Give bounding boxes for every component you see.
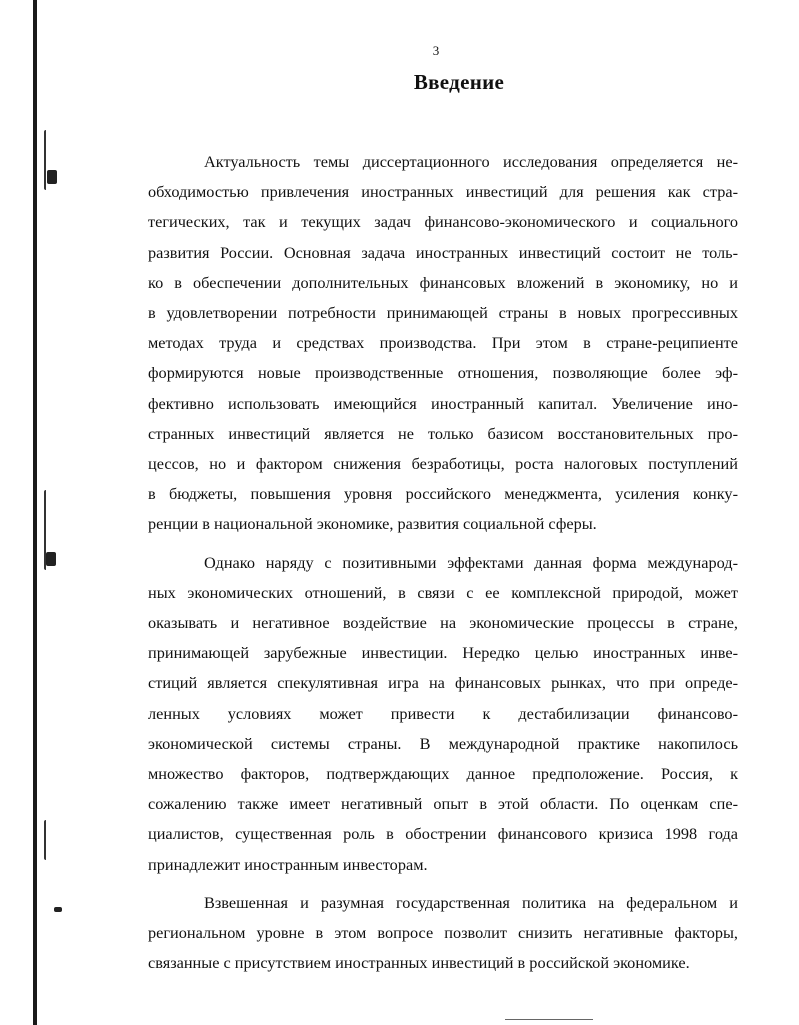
text-line: Актуальность темы диссертационного исследования определяется не-: [204, 152, 738, 171]
text-line: региональном уровне в этом вопросе позволит снизить негативные факторы,: [148, 923, 738, 943]
text-line: связанные с присутствием иностранных инвестиций в российской экономике.: [148, 953, 690, 973]
text-line: формируются новые производственные отношения, позволяющие более эф-: [148, 363, 738, 383]
text-line: в удовлетворении потребности принимающей страны в новых прогрессивных: [148, 303, 738, 323]
paragraph: [148, 548, 738, 880]
body-text: [148, 147, 738, 978]
text-line: ренции в национальной экономике, развития социальной сферы.: [148, 514, 597, 534]
text-line: фективно использовать имеющийся иностранный капитал. Увеличение ино-: [148, 393, 738, 413]
text-line: множество факторов, подтверждающих данное предположение. Россия, к: [148, 764, 738, 784]
text-line: странных инвестиций является не только базисом восстановительных про-: [148, 423, 738, 443]
binding-mark: [47, 170, 57, 184]
binding-mark: [44, 820, 56, 860]
text-line: тегических, так и текущих задач финансово-экономического и социального: [148, 212, 738, 232]
page-number: 3: [432, 43, 440, 58]
paragraph: [148, 147, 738, 540]
text-line: в бюджеты, повышения уровня российского менеджмента, усиления конку-: [148, 484, 738, 504]
text-line: обходимостью привлечения иностранных инвестиций для решения как стра-: [148, 182, 738, 202]
text-line: цессов, но и фактором снижения безработицы, роста налоговых поступлений: [148, 454, 738, 474]
text-line: принимающей зарубежные инвестиции. Нередко целью иностранных инве-: [148, 643, 738, 663]
text-line: развития России. Основная задача иностранных инвестиций состоит не толь-: [148, 242, 738, 262]
text-line: оказывать и негативное воздействие на экономические процессы в стране,: [148, 613, 738, 633]
text-line: Взвешенная и разумная государственная политика на федеральном и: [204, 892, 738, 912]
binding-mark: [46, 552, 56, 566]
text-line: ко в обеспечении дополнительных финансовых вложений в экономику, но и: [148, 272, 738, 292]
text-line: ных экономических отношений, в связи с ее комплексной природой, может: [148, 582, 738, 602]
binding-mark: [54, 907, 62, 912]
text-line: сожалению также имеет негативный опыт в этой области. По оценкам спе-: [148, 794, 738, 814]
paragraph: [148, 888, 738, 979]
text-line: Однако наряду с позитивными эффектами данная форма международ-: [204, 552, 738, 572]
binding-edge: [33, 0, 37, 1025]
text-line: принадлежит иностранным инвесторам.: [148, 854, 428, 874]
text-line: экономической системы страны. В международной практике накопилось: [148, 733, 738, 753]
page-title: Введение: [413, 70, 505, 94]
text-line: стиций является спекулятивная игра на финансовых рынках, что при опреде-: [148, 673, 738, 693]
text-line: ленных условиях может привести к дестабилизации финансово-: [148, 703, 738, 723]
text-line: методах труда и средствах производства. При этом в стране-реципиенте: [148, 333, 738, 353]
footer-rule: [505, 1019, 593, 1020]
text-line: циалистов, существенная роль в обострении финансового кризиса 1998 года: [148, 824, 738, 844]
